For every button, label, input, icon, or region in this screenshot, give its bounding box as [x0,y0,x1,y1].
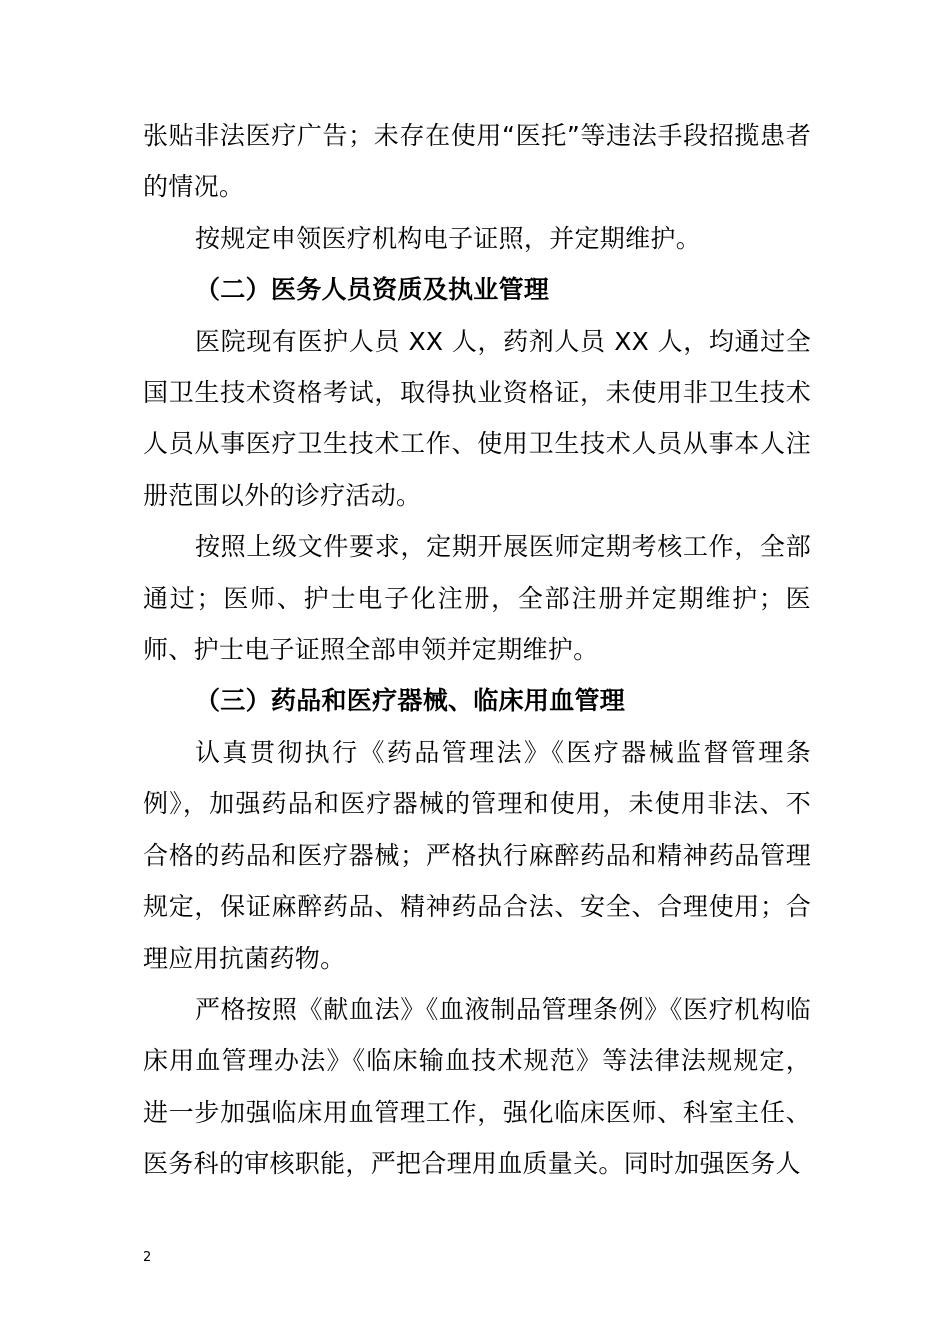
paragraph-e-license: 按规定申领医疗机构电子证照，并定期维护。 [195,223,702,253]
paragraph-physician-assessment: 按照上级文件要求，定期开展医师定期考核工作，全部通过；医师、护士电子化注册，全部注册并定期维护；医师、护士电子证照全部申领并定期维护。 [143,532,811,665]
paragraph-ad-conclusion: 张贴非法医疗广告；未存在使用“医托”等违法手段招揽患者的情况。 [143,121,811,202]
document-body [143,110,811,1190]
page-number: 2 [143,1250,152,1265]
paragraph-blood-management: 严格按照《献血法》《血液制品管理条例》《医疗机构临床用血管理办法》《临床输血技术规范》等法律法规规定，进一步加强临床用血管理工作，强化临床医师、科室主任、医务科的审核职能，严把合理用血质量关。同时加强医务人 [143,994,811,1179]
paragraph-staff-count: 医院现有医护人员 XX 人，药剂人员 XX 人，均通过全国卫生技术资格考试，取得执业资格证，未使用非卫生技术人员从事医疗卫生技术工作、使用卫生技术人员从事本人注册范围以外的诊疗活动。 [143,326,811,510]
section-heading-drugs-devices-blood: （三）药品和医疗器械、临床用血管理 [195,686,626,716]
paragraph-drug-management: 认真贯彻执行《药品管理法》《医疗器械监督管理条例》，加强药品和医疗器械的管理和使用，未使用非法、不合格的药品和医疗器械；严格执行麻醉药品和精神药品管理规定，保证麻醉药品、精神药品合法、安全、合理使用；合理应用抗菌药物。 [143,737,811,973]
section-heading-staff-qualification: （二）医务人员资质及执业管理 [195,275,550,305]
